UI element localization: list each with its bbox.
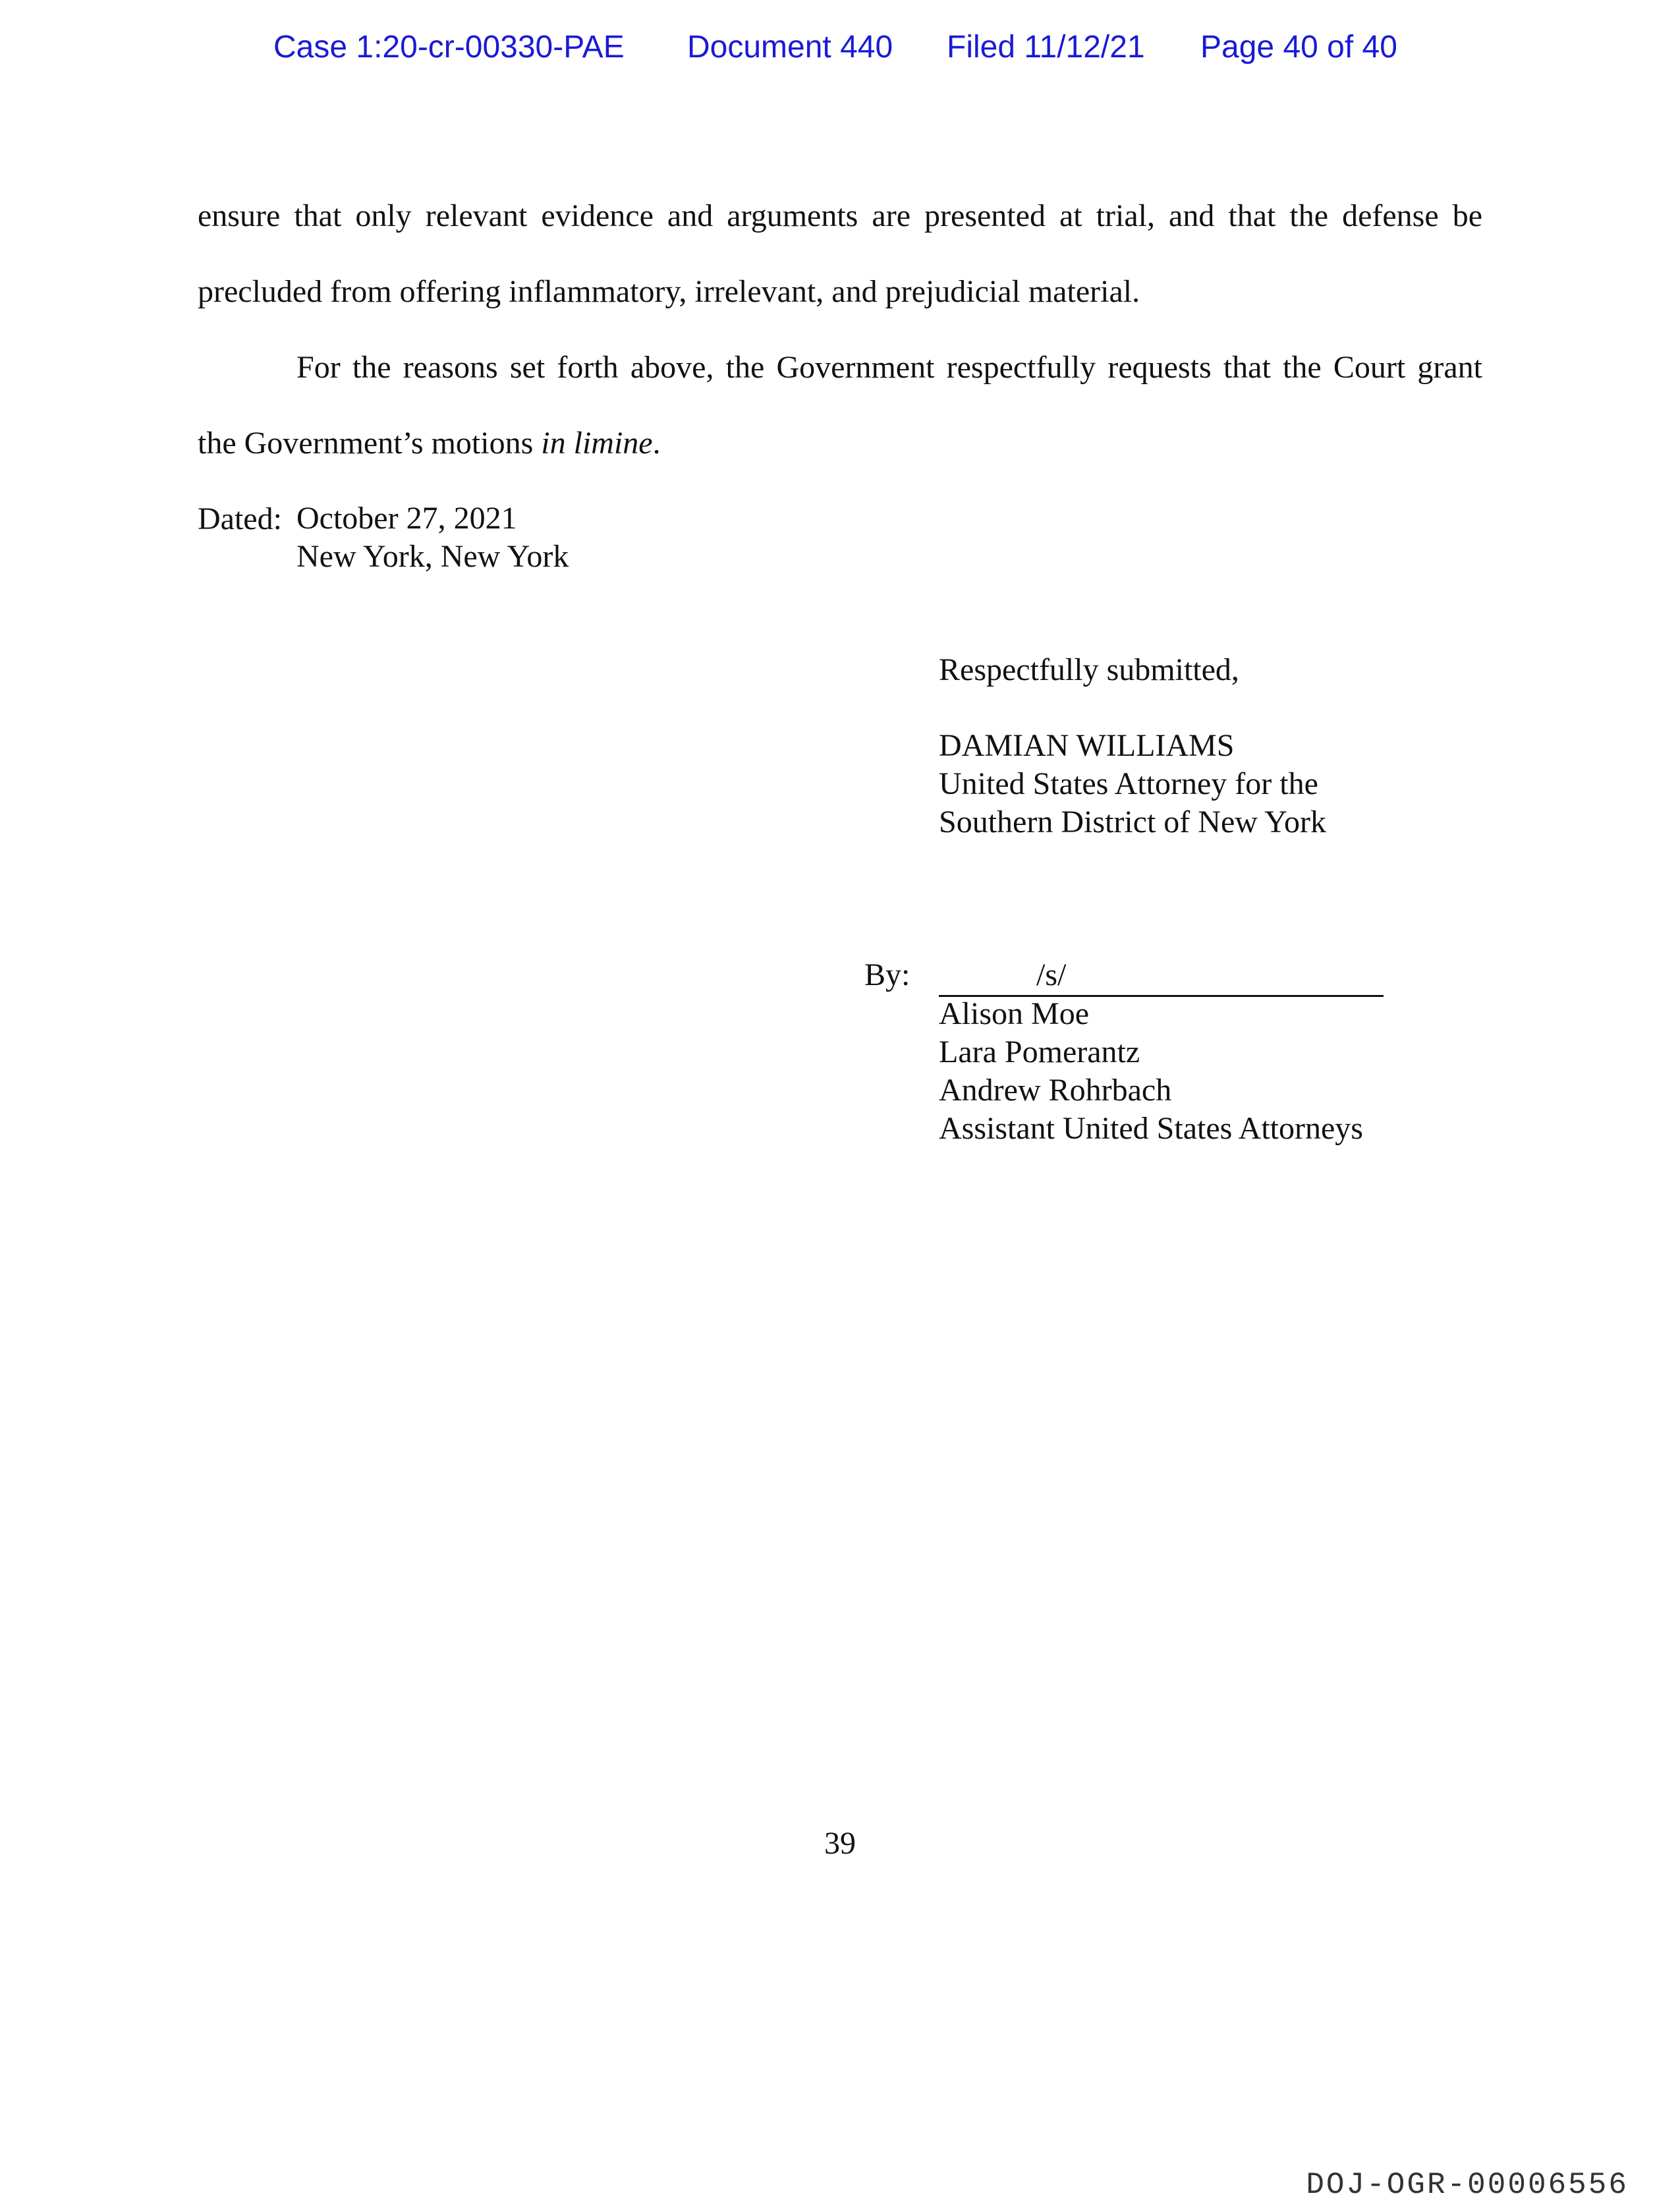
page-number: 39 — [824, 1826, 856, 1861]
ecf-header — [0, 29, 1680, 75]
document-number: Document 440 — [687, 30, 893, 65]
signers-block — [939, 995, 1363, 1148]
signature-mark: /s/ — [1036, 957, 1067, 992]
dated-label: Dated: — [198, 501, 282, 536]
attorney-block — [939, 727, 1326, 841]
dated-date: October 27, 2021 — [296, 501, 517, 536]
bates-number: DOJ-OGR-00006556 — [1306, 2168, 1629, 2202]
signer-name: Alison Moe — [939, 996, 1089, 1031]
signers-title: Assistant United States Attorneys — [939, 1111, 1363, 1146]
page-of-pages: Page 40 of 40 — [1200, 30, 1397, 65]
italic-term: in limine — [541, 426, 653, 461]
attorney-title: United States Attorney for the — [939, 766, 1318, 801]
case-number: Case 1:20-cr-00330-PAE — [273, 30, 625, 65]
body-text-span: the Government’s motions — [198, 426, 542, 461]
dated-block — [296, 499, 569, 576]
attorney-title: Southern District of New York — [939, 805, 1326, 839]
by-label: By: — [864, 957, 910, 992]
signature-line — [939, 955, 1384, 997]
signer-name: Lara Pomerantz — [939, 1035, 1140, 1069]
body-line: For the reasons set forth above, the Government respectfully requests that the Court grant — [296, 350, 1482, 385]
attorney-name: DAMIAN WILLIAMS — [939, 728, 1235, 763]
closing: Respectfully submitted, — [939, 652, 1239, 687]
body-line: ensure that only relevant evidence and arguments are presented at trial, and that the defense be — [198, 198, 1482, 233]
body-line: precluded from offering inflammatory, irrelevant, and prejudicial material. — [198, 274, 1140, 309]
signer-name: Andrew Rohrbach — [939, 1073, 1172, 1108]
body-line — [198, 424, 1482, 463]
dated-place: New York, New York — [296, 539, 569, 574]
body-text-span: . — [652, 426, 661, 461]
filed-date: Filed 11/12/21 — [947, 30, 1145, 65]
